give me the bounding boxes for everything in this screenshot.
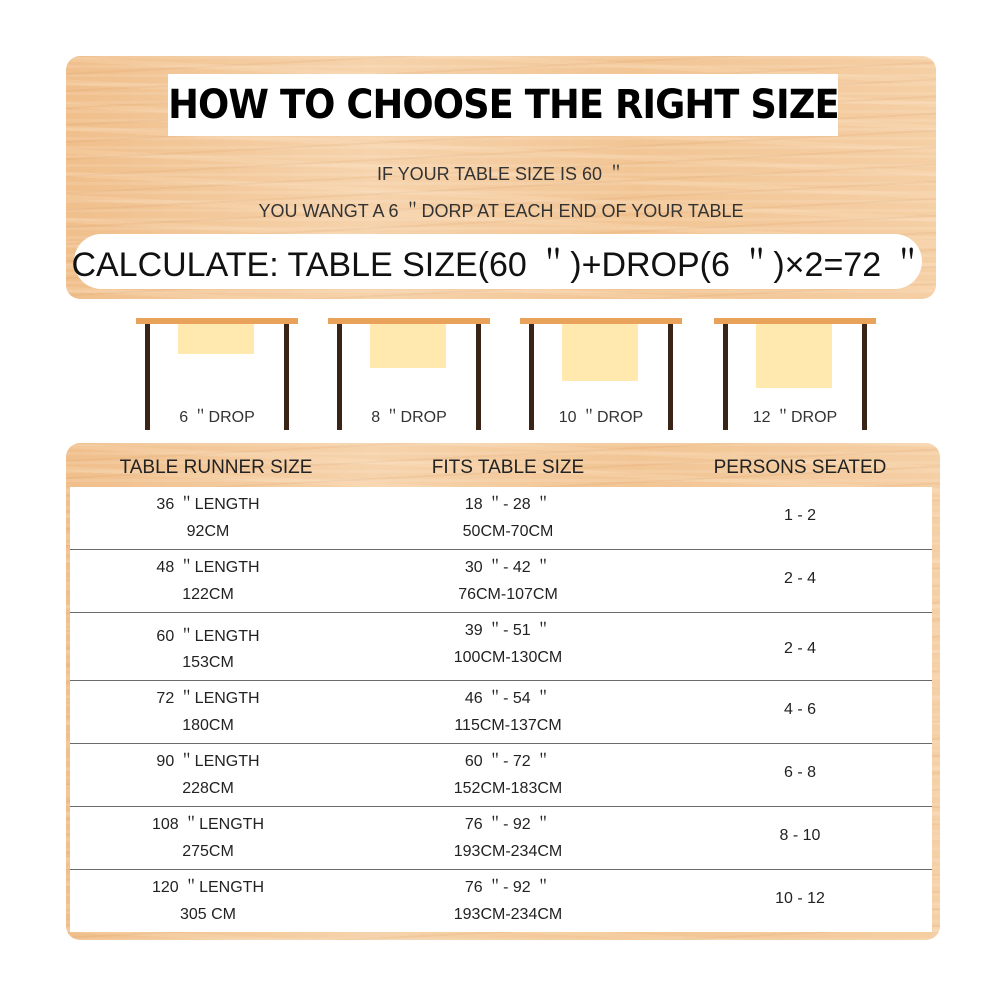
runner-length-in: 36 ＂LENGTH xyxy=(156,496,260,513)
fits-size-in: 76 ＂- 92 ＂ xyxy=(464,879,552,896)
fits-size-cm: 100CM-130CM xyxy=(453,649,563,666)
runner-drop xyxy=(562,324,638,381)
table-row xyxy=(70,807,932,870)
calculation-text: CALCULATE: TABLE SIZE(60 ＂)+DROP(6 ＂)×2=72 ＂ xyxy=(71,246,925,284)
runner-length-cm: 153CM xyxy=(182,654,234,671)
drop-label: 10 ＂DROP xyxy=(558,409,644,426)
runner-length-in: 48 ＂LENGTH xyxy=(156,559,260,576)
drop-label: 8 ＂DROP xyxy=(371,409,447,426)
fits-size-cm: 76CM-107CM xyxy=(458,586,558,603)
header-card xyxy=(66,56,936,299)
drop-diagram-10 xyxy=(520,318,682,430)
persons-seated: 2 - 4 xyxy=(783,570,816,587)
drop-diagram-12 xyxy=(714,318,876,430)
runner-drop xyxy=(370,324,446,368)
runner-length-cm: 228CM xyxy=(182,780,234,797)
runner-length-in: 72 ＂LENGTH xyxy=(156,690,260,707)
fits-size-in: 18 ＂- 28 ＂ xyxy=(464,496,552,513)
table-row xyxy=(70,744,932,807)
persons-seated: 1 - 2 xyxy=(783,507,816,524)
title-box xyxy=(168,74,838,136)
table-row xyxy=(70,550,932,613)
persons-seated: 10 - 12 xyxy=(775,890,825,907)
header-persons-seated: PERSONS SEATED xyxy=(713,457,887,478)
size-table xyxy=(66,443,940,940)
runner-length-in: 60 ＂LENGTH xyxy=(156,628,260,645)
fits-size-cm: 152CM-183CM xyxy=(453,780,563,797)
fits-size-in: 39 ＂- 51 ＂ xyxy=(464,622,552,639)
header-fits-table-size: FITS TABLE SIZE xyxy=(431,457,585,478)
runner-length-cm: 122CM xyxy=(182,586,234,603)
runner-length-in: 90 ＂LENGTH xyxy=(156,753,260,770)
runner-length-in: 120 ＂LENGTH xyxy=(151,879,265,896)
table-row xyxy=(70,681,932,744)
drop-label: 6 ＂DROP xyxy=(179,409,255,426)
header-runner-size: TABLE RUNNER SIZE xyxy=(119,457,313,478)
runner-length-cm: 92CM xyxy=(186,523,230,540)
drop-diagram-6 xyxy=(136,318,298,430)
runner-drop xyxy=(178,324,254,354)
page-title: HOW TO CHOOSE THE RIGHT SIZE xyxy=(167,82,839,128)
persons-seated: 8 - 10 xyxy=(779,827,821,844)
table-row xyxy=(70,613,932,681)
calculation-box xyxy=(71,234,925,289)
runner-length-in: 108 ＂LENGTH xyxy=(151,816,265,833)
fits-size-in: 76 ＂- 92 ＂ xyxy=(464,816,552,833)
fits-size-in: 60 ＂- 72 ＂ xyxy=(464,753,552,770)
fits-size-cm: 50CM-70CM xyxy=(462,523,554,540)
table-body xyxy=(70,487,932,932)
persons-seated: 4 - 6 xyxy=(783,701,816,718)
fits-size-cm: 115CM-137CM xyxy=(454,717,562,734)
fits-size-in: 46 ＂- 54 ＂ xyxy=(464,690,552,707)
drop-label: 12 ＂DROP xyxy=(752,409,838,426)
runner-length-cm: 305 CM xyxy=(179,906,237,923)
persons-seated: 6 - 8 xyxy=(783,764,816,781)
fits-size-in: 30 ＂- 42 ＂ xyxy=(464,559,552,576)
runner-length-cm: 275CM xyxy=(182,843,234,860)
drop-diagram-8 xyxy=(328,318,490,430)
table-row xyxy=(70,487,932,550)
fits-size-cm: 193CM-234CM xyxy=(453,906,563,923)
drop-note: YOU WANGT A 6 ＂DORP AT EACH END OF YOUR TABLE xyxy=(258,201,744,221)
persons-seated: 2 - 4 xyxy=(783,640,816,657)
table-size-note: IF YOUR TABLE SIZE IS 60 ＂ xyxy=(376,164,626,184)
runner-drop xyxy=(756,324,832,388)
table-row xyxy=(70,870,932,933)
runner-length-cm: 180CM xyxy=(182,717,234,734)
fits-size-cm: 193CM-234CM xyxy=(453,843,563,860)
